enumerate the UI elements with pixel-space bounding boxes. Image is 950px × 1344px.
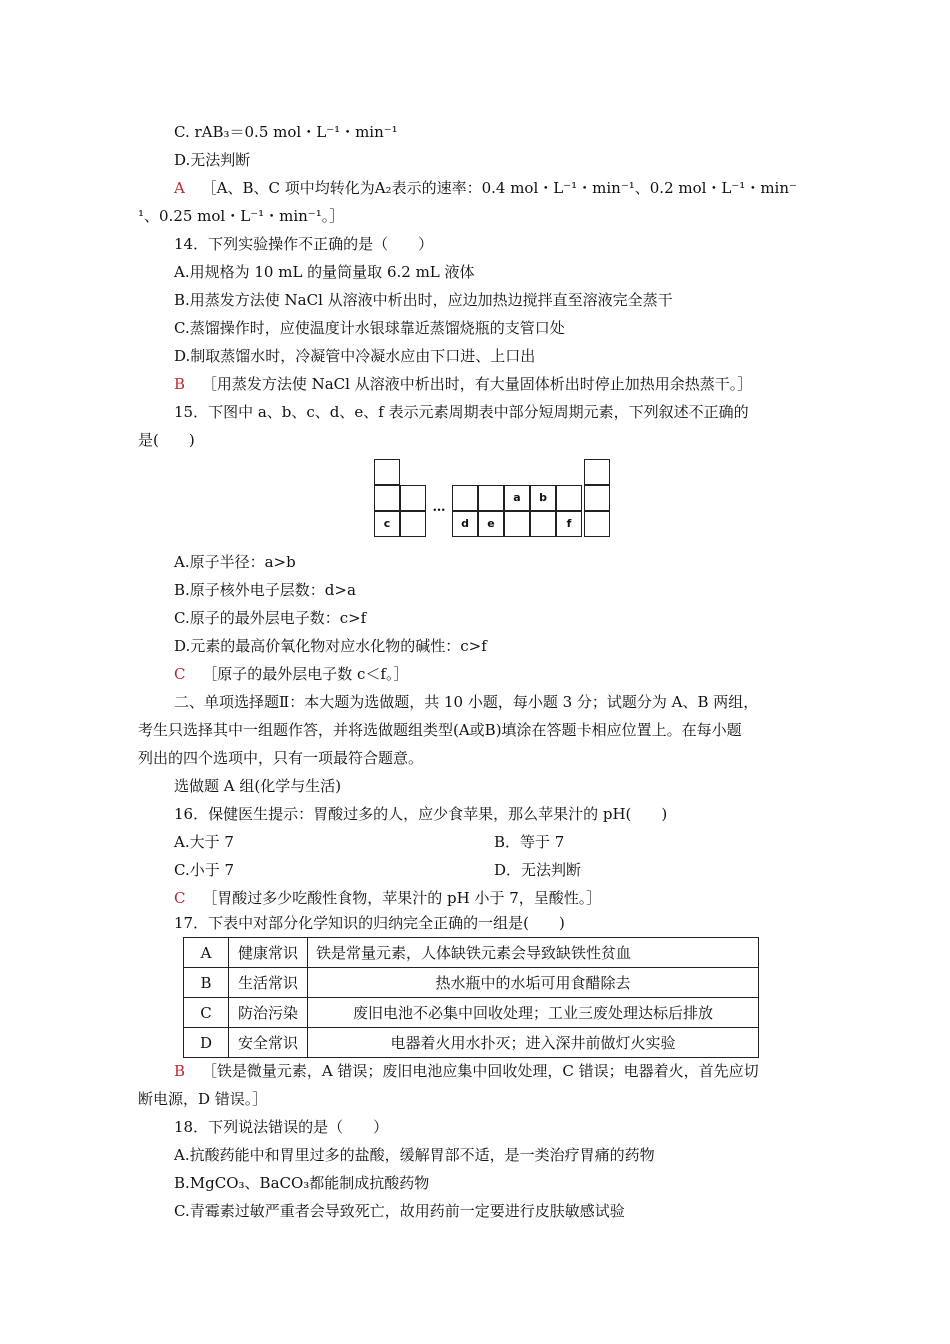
q16-option-a: A.大于 7	[174, 833, 234, 851]
grid-cell	[400, 485, 426, 511]
q15-answer-letter: C	[174, 665, 186, 683]
q14-answer-text: ［用蒸发方法使 NaCl 从溶液中析出时，有大量固体析出时停止加热用余热蒸干。］	[201, 375, 753, 393]
row-content: 铁是常量元素，人体缺铁元素会导致缺铁性贫血	[308, 938, 759, 968]
q15-option-b: B.原子核外电子层数：d>a	[174, 581, 356, 599]
q17-answer-letter: B	[174, 1062, 186, 1080]
grid-cell-e: e	[478, 511, 504, 537]
periodic-table-fragment	[374, 459, 611, 539]
q16-answer-letter: C	[174, 889, 186, 907]
section2-line2: 考生只选择其中一组题作答，并将选做题组类型(A或B)填涂在答题卡相应位置上。在每小题	[138, 721, 742, 739]
row-letter: C	[184, 998, 229, 1028]
q13-answer-line1: ［A、B、C 项中均转化为A₂表示的速率：0.4 mol・L⁻¹・min⁻¹、0.2 mol・L⁻¹・min⁻	[201, 179, 797, 197]
table-row	[184, 998, 759, 1028]
grid-cell	[374, 459, 400, 485]
q18-option-a: A.抗酸药能中和胃里过多的盐酸，缓解胃部不适，是一类治疗胃痛的药物	[174, 1146, 655, 1164]
q15-answer	[174, 663, 409, 685]
grid-cell-d: d	[452, 511, 478, 537]
q15-option-d: D.元素的最高价氧化物对应水化物的碱性：c>f	[174, 637, 487, 655]
section2-line1: 二、单项选择题Ⅱ：本大题为选做题，共 10 小题，每小题 3 分；试题分为 A、B 两组，	[174, 693, 759, 711]
q14-stem: 14．下列实验操作不正确的是（ ）	[174, 235, 434, 253]
grid-cell	[584, 485, 610, 511]
q14-option-d: D.制取蒸馏水时，冷凝管中冷凝水应由下口进、上口出	[174, 347, 536, 365]
q16-stem: 16．保健医生提示：胃酸过多的人，应少食苹果，那么苹果汁的 pH( )	[174, 805, 668, 823]
grid-cell	[504, 511, 530, 537]
row-content: 热水瓶中的水垢可用食醋除去	[308, 968, 759, 998]
q17-table	[183, 937, 759, 1058]
grid-cell	[374, 485, 400, 511]
grid-cell	[584, 459, 610, 485]
q17-answer	[174, 1060, 759, 1082]
row-letter: D	[184, 1028, 229, 1058]
row-letter: B	[184, 968, 229, 998]
row-category: 安全常识	[229, 1028, 308, 1058]
q16-option-d: D．无法判断	[494, 861, 582, 879]
q16-answer	[174, 887, 601, 909]
q17-answer-line1: ［铁是微量元素，A 错误；废旧电池应集中回收处理，C 错误；电器着火，首先应切	[201, 1062, 759, 1080]
grid-ellipsis: …	[432, 500, 446, 515]
q13-answer-letter: A	[174, 179, 185, 197]
q13-answer	[174, 177, 797, 199]
row-content: 电器着火用水扑灭；进入深井前做灯火实验	[308, 1028, 759, 1058]
q14-answer-letter: B	[174, 375, 186, 393]
q14-option-b: B.用蒸发方法使 NaCl 从溶液中析出时，应边加热边搅拌直至溶液完全蒸干	[174, 291, 673, 309]
grid-cell	[478, 485, 504, 511]
q15-stem-line2: 是( )	[138, 431, 195, 449]
row-letter: A	[184, 938, 229, 968]
grid-cell	[452, 485, 478, 511]
section2-line3: 列出的四个选项中，只有一项最符合题意。	[138, 749, 424, 767]
row-category: 防治污染	[229, 998, 308, 1028]
grid-cell	[530, 511, 556, 537]
q16-option-c: C.小于 7	[174, 861, 235, 879]
row-category: 健康常识	[229, 938, 308, 968]
grid-cell-c: c	[374, 511, 400, 537]
row-content: 废旧电池不必集中回收处理；工业三废处理达标后排放	[308, 998, 759, 1028]
q15-option-c: C.原子的最外层电子数：c>f	[174, 609, 367, 627]
grid-cell	[584, 511, 610, 537]
q13-answer-line2: ¹、0.25 mol・L⁻¹・min⁻¹。］	[138, 207, 345, 225]
q16-option-b: B．等于 7	[494, 833, 565, 851]
q13-option-c: C. rAB₃＝0.5 mol・L⁻¹・min⁻¹	[174, 123, 398, 141]
q16-answer-text: ［胃酸过多少吃酸性食物，苹果汁的 pH 小于 7，呈酸性。］	[202, 889, 602, 907]
table-row	[184, 938, 759, 968]
q14-option-a: A.用规格为 10 mL 的量筒量取 6.2 mL 液体	[174, 263, 475, 281]
q18-option-b: B.MgCO₃、BaCO₃都能制成抗酸药物	[174, 1174, 430, 1192]
q15-option-a: A.原子半径：a>b	[174, 553, 296, 571]
q17-answer-line2: 断电源，D 错误。］	[138, 1090, 268, 1108]
grid-cell	[400, 511, 426, 537]
grid-cell	[556, 485, 582, 511]
grid-cell-b: b	[530, 485, 556, 511]
table-row	[184, 1028, 759, 1058]
q17-stem: 17．下表中对部分化学知识的归纳完全正确的一组是( )	[174, 914, 565, 932]
q15-stem-line1: 15．下图中 a、b、c、d、e、f 表示元素周期表中部分短周期元素，下列叙述不正确的	[174, 403, 749, 421]
q14-answer	[174, 373, 752, 395]
grid-cell-f: f	[556, 511, 582, 537]
section2-group: 选做题 A 组(化学与生活)	[174, 777, 342, 795]
q13-option-d: D.无法判断	[174, 151, 251, 169]
row-category: 生活常识	[229, 968, 308, 998]
grid-cell-a: a	[504, 485, 530, 511]
q15-answer-text: ［原子的最外层电子数 c＜f。］	[202, 665, 409, 683]
q14-option-c: C.蒸馏操作时，应使温度计水银球靠近蒸馏烧瓶的支管口处	[174, 319, 565, 337]
q18-option-c: C.青霉素过敏严重者会导致死亡，故用药前一定要进行皮肤敏感试验	[174, 1202, 625, 1220]
q18-stem: 18．下列说法错误的是（ ）	[174, 1118, 389, 1136]
table-row	[184, 968, 759, 998]
